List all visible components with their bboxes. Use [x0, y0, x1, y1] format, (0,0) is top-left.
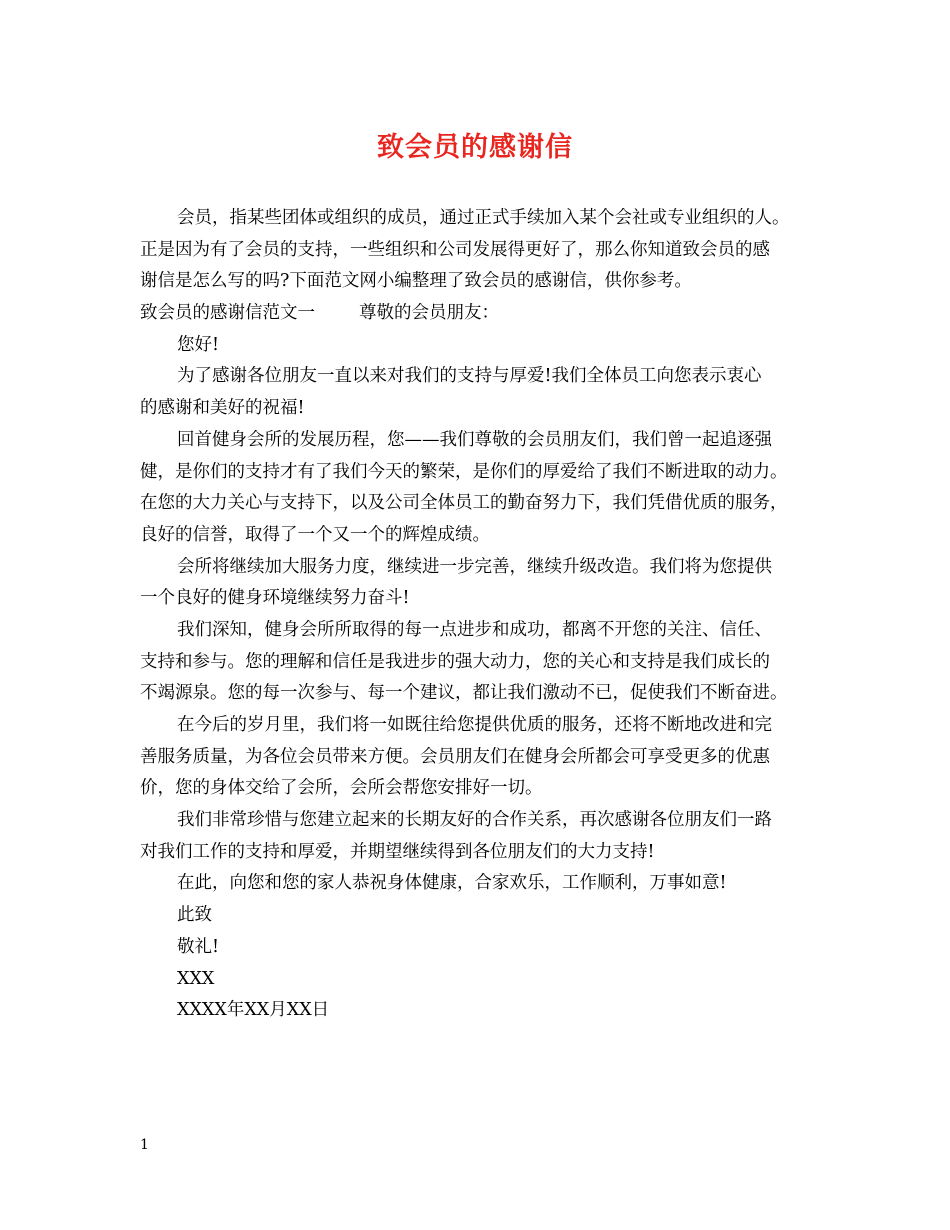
- paragraph-line: 回首健身会所的发展历程，您——我们尊敬的会员朋友们，我们曾一起追逐强: [177, 429, 772, 450]
- paragraph-line: 不竭源泉。您的每一次参与、每一个建议，都让我们激动不已，促使我们不断奋进。: [140, 683, 788, 704]
- closing-line: 此致: [177, 905, 212, 926]
- section-heading: 致会员的感谢信范文一: [140, 303, 315, 324]
- paragraph-line: 正是因为有了会员的支持，一些组织和公司发展得更好了，那么你知道致会员的感: [140, 239, 770, 260]
- paragraph-line: 我们深知，健身会所所取得的每一点进步和成功，都离不开您的关注、信任、: [177, 619, 772, 640]
- closing-line: 敬礼!: [177, 936, 220, 957]
- paragraph-line: 谢信是怎么写的吗?下面范文网小编整理了致会员的感谢信，供你参考。: [140, 271, 692, 292]
- paragraph-line: 良好的信誉，取得了一个又一个的辉煌成绩。: [140, 524, 490, 545]
- salutation: 尊敬的会员朋友：: [359, 303, 499, 324]
- document-title: 致会员的感谢信: [377, 132, 573, 163]
- document-body: [140, 203, 830, 1027]
- paragraph-line: 会所将继续加大服务力度，继续进一步完善，继续升级改造。我们将为您提供: [177, 556, 772, 577]
- paragraph-line: 在此，向您和您的家人恭祝身体健康，合家欢乐，工作顺利，万事如意!: [177, 873, 727, 894]
- paragraph-line: 会员，指某些团体或组织的成员，通过正式手续加入某个会社或专业组织的人。: [177, 208, 790, 228]
- heading-line: [140, 298, 830, 330]
- paragraph-line: 善服务质量，为各位会员带来方便。会员朋友们在健身会所都会可享受更多的优惠: [140, 746, 770, 767]
- page-number: 1: [140, 1137, 149, 1153]
- paragraph-line: 支持和参与。您的理解和信任是我进步的强大动力，您的关心和支持是我们成长的: [140, 651, 770, 672]
- date-line: XXXX年XX月XX日: [177, 1000, 330, 1021]
- paragraph-line: 我们非常珍惜与您建立起来的长期友好的合作关系，再次感谢各位朋友们一路: [177, 810, 772, 831]
- paragraph-line: 在您的大力关心与支持下，以及公司全体员工的勤奋努力下，我们凭借优质的服务，: [140, 493, 788, 514]
- paragraph-line: 一个良好的健身环境继续努力奋斗!: [140, 588, 410, 609]
- paragraph-line: 价，您的身体交给了会所，会所会帮您安排好一切。: [140, 778, 543, 799]
- signature-line: XXX: [177, 968, 215, 989]
- paragraph-line: 对我们工作的支持和厚爱，并期望继续得到各位朋友们的大力支持!: [140, 841, 655, 862]
- greeting-line: 您好!: [177, 334, 220, 355]
- paragraph-line: 的感谢和美好的祝福!: [140, 398, 305, 419]
- paragraph-line: 为了感谢各位朋友一直以来对我们的支持与厚爱!我们全体员工向您表示衷心: [177, 366, 762, 387]
- paragraph-line: 健，是你们的支持才有了我们今天的繁荣，是你们的厚爱给了我们不断进取的动力。: [140, 461, 788, 482]
- paragraph-line: 在今后的岁月里，我们将一如既往给您提供优质的服务，还将不断地改进和完: [177, 715, 772, 735]
